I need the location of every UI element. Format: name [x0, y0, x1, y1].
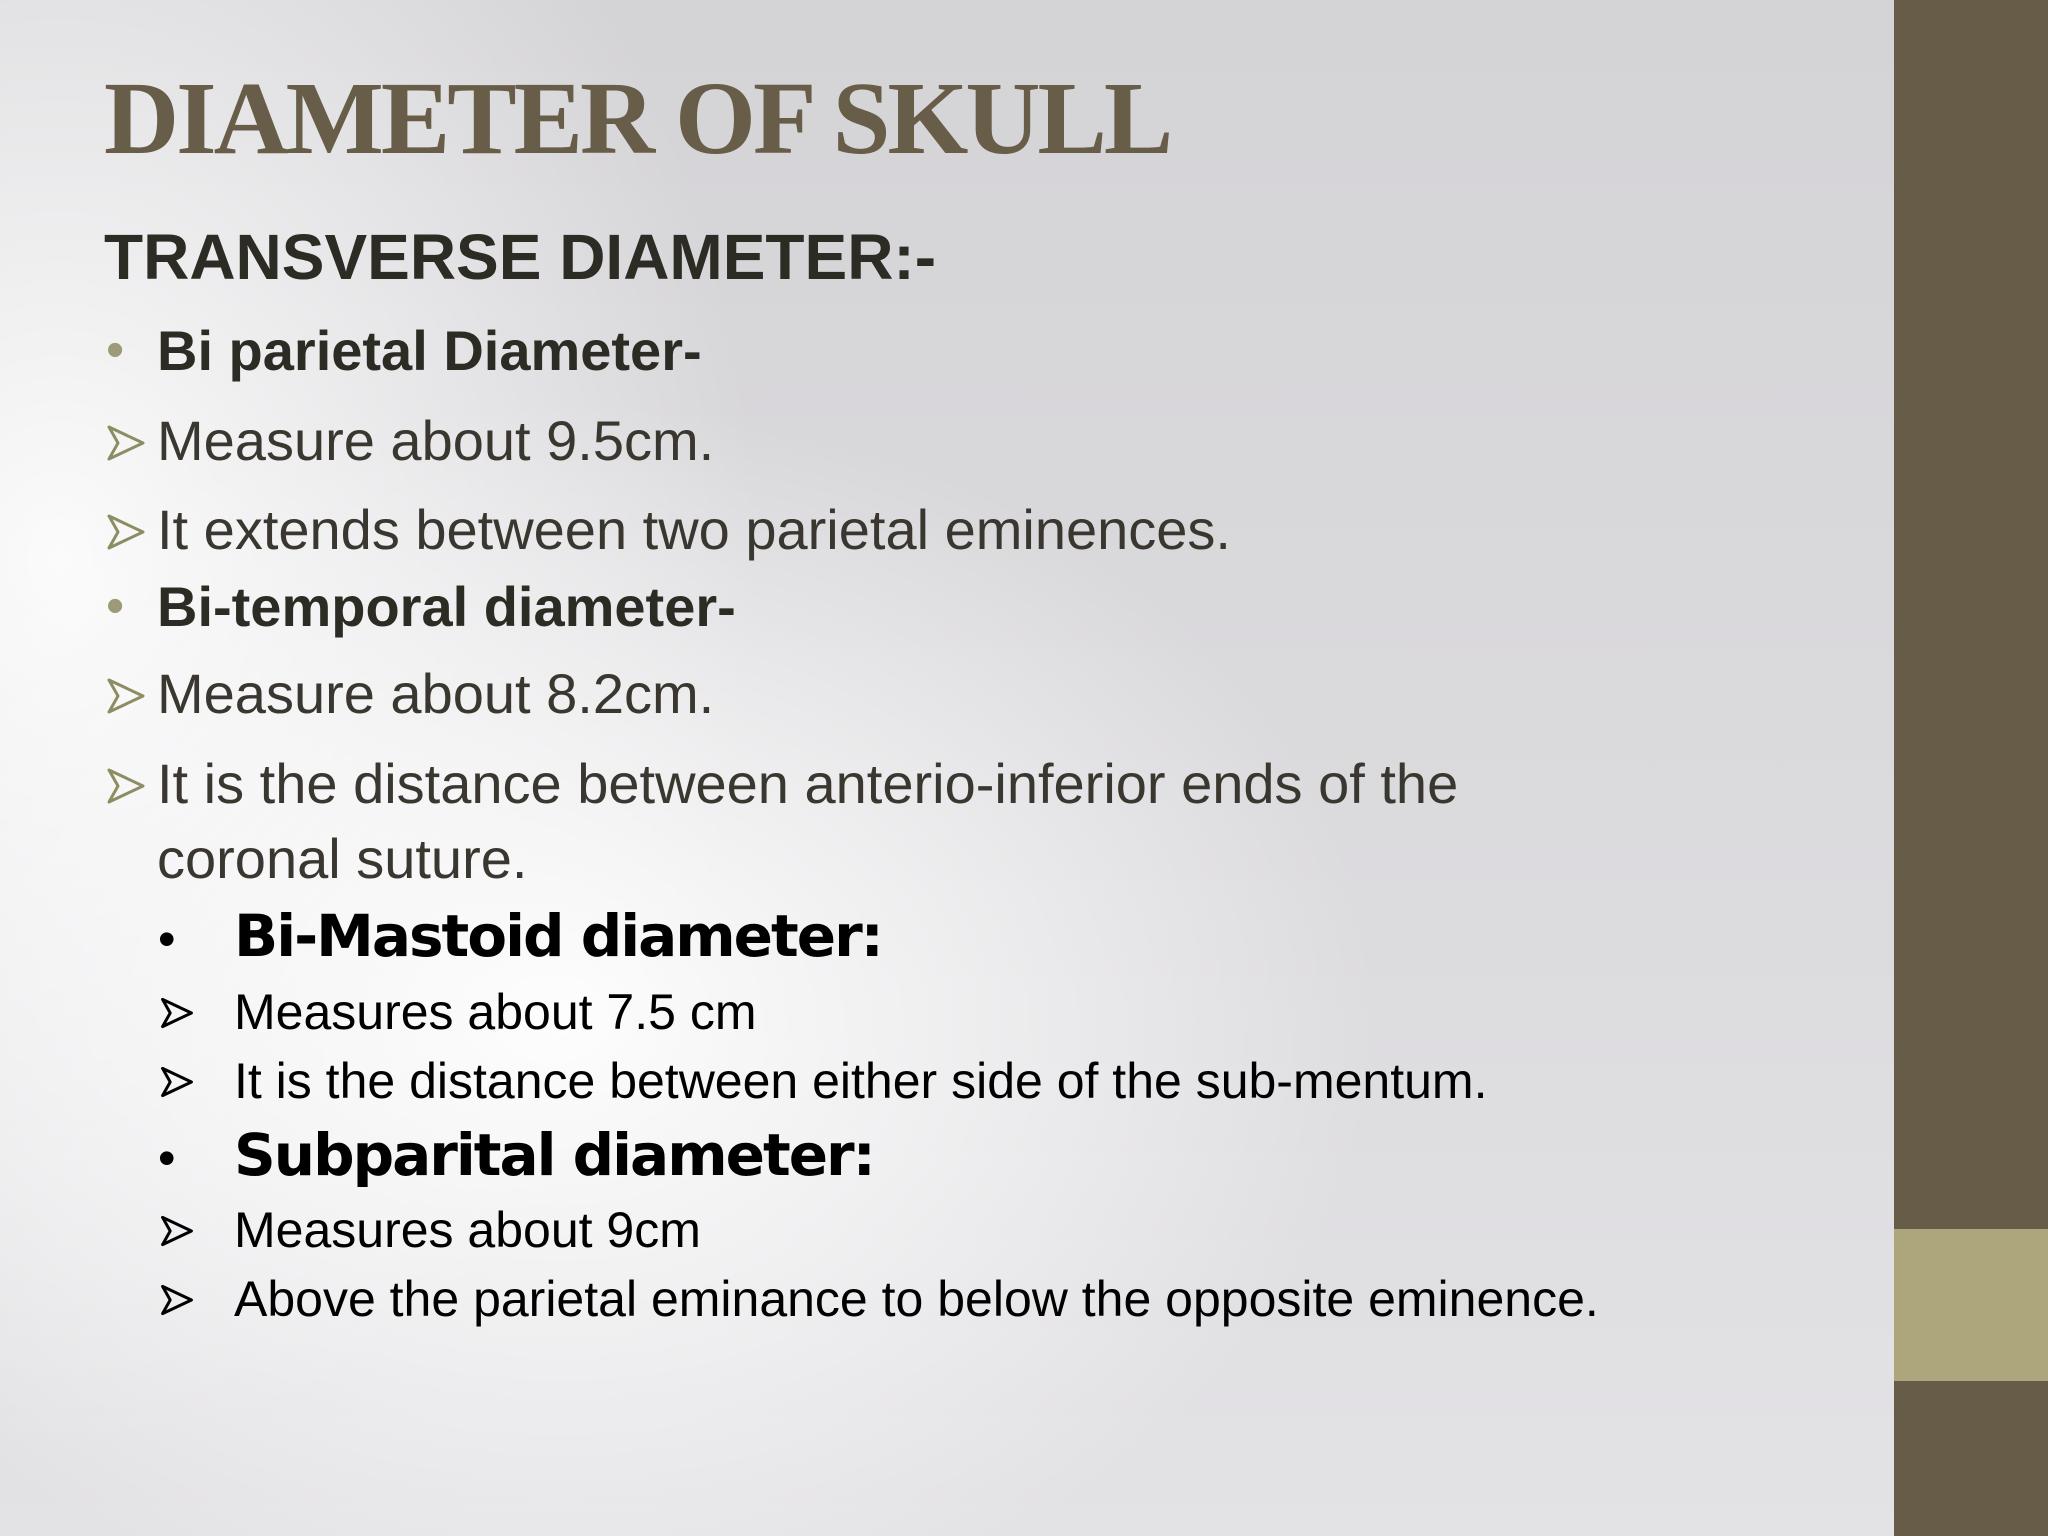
arrow-bullet-icon	[106, 766, 146, 806]
section-subheading: TRANSVERSE DIAMETER:-	[104, 221, 937, 293]
point-text: Above the parietal eminance to below the opposite eminence.	[234, 1271, 1599, 1327]
bullet-dot: •	[158, 1130, 176, 1186]
arrow-bullet-icon	[106, 512, 146, 552]
bullet-dot: •	[158, 911, 176, 967]
arrow-bullet-icon	[160, 1065, 194, 1099]
point-text: Measures about 7.5 cm	[234, 984, 757, 1040]
slide-title: DIAMETER OF SKULL	[104, 61, 1171, 176]
point-text: It is the distance between anterio-inferior ends of the	[157, 752, 1459, 815]
bullet-heading-bimastoid: Bi-Mastoid diameter:	[234, 902, 882, 970]
arrow-bullet-icon	[160, 1214, 194, 1248]
arrow-bullet-icon	[160, 996, 194, 1030]
bullet-dot: •	[106, 577, 125, 635]
point-text: Measure about 9.5cm.	[157, 409, 715, 472]
arrow-bullet-icon	[106, 676, 146, 716]
bullet-heading-subparietal: Subparital diameter:	[234, 1121, 874, 1189]
point-text: It is the distance between either side of the sub-mentum.	[234, 1053, 1488, 1109]
point-text: It extends between two parietal eminences.	[157, 498, 1231, 561]
point-text: Measures about 9cm	[234, 1202, 701, 1258]
bullet-heading-biparietal: Bi parietal Diameter-	[157, 319, 702, 382]
arrow-bullet-icon	[160, 1283, 194, 1317]
point-text-continued: coronal suture.	[157, 827, 528, 890]
sidebar-accent-block	[1894, 1229, 2048, 1381]
bullet-heading-bitemporal: Bi-temporal diameter-	[157, 575, 736, 638]
bullet-dot: •	[106, 321, 125, 379]
point-text: Measure about 8.2cm.	[157, 662, 715, 725]
arrow-bullet-icon	[106, 423, 146, 463]
